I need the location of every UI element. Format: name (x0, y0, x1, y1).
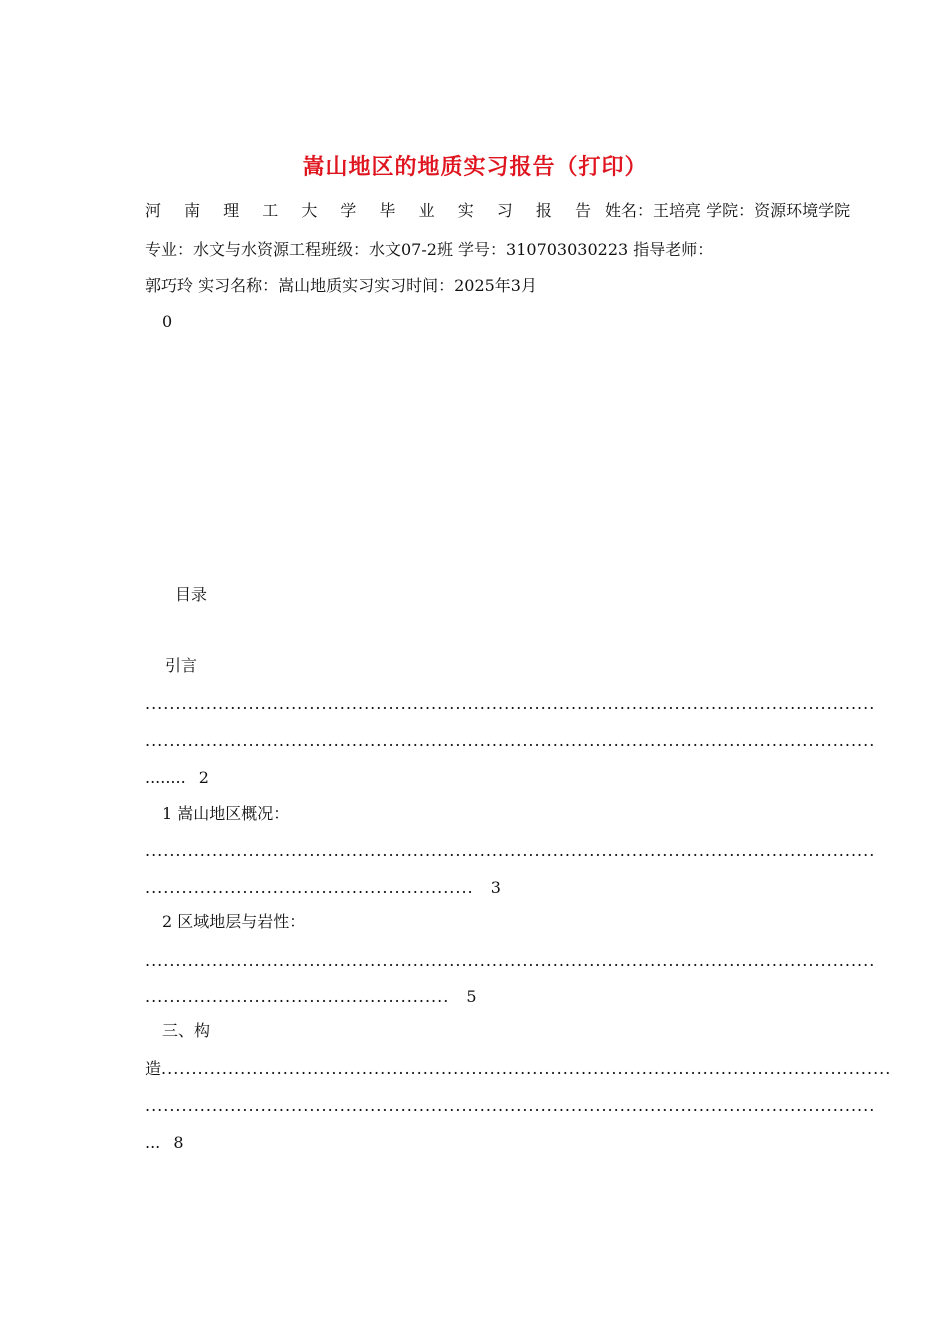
toc-page-number: 5 (466, 987, 477, 1006)
toc-entry-label: 2 区域地层与岩性： (162, 912, 306, 931)
toc-dot-tail: ...................................................... (145, 878, 474, 897)
header-line-2: 专业：水文与水资源工程班级：水文07-2班 学号：310703030223 指导老师： (145, 240, 714, 259)
toc-entry-tail (145, 1133, 184, 1153)
toc-page-number: 2 (198, 768, 209, 787)
toc-heading: 目录 (175, 585, 208, 604)
toc-dot-leader: ........................................................................................................................ (145, 731, 876, 750)
page-title: 嵩山地区的地质实习报告（打印） (302, 154, 648, 180)
school-report-label: 河 南 理 工 大 学 毕 业 实 习 报 告 (145, 201, 600, 220)
toc-page-number: 8 (173, 1133, 184, 1152)
toc-page-number: 3 (490, 878, 501, 897)
toc-entry-tail (145, 768, 209, 788)
toc-entry-tail (145, 878, 501, 898)
toc-dot-tail: .................................................. (145, 987, 450, 1006)
toc-dot-tail: ........ (145, 768, 186, 787)
toc-entry-label: 引言 (165, 656, 198, 675)
toc-dot-leader: ........................................................................................................................ (145, 694, 876, 713)
toc-entry-lead: 造 (145, 1059, 162, 1078)
header-line-4: 0 (162, 312, 173, 331)
toc-dot-leader: ........................................................................................................................ (161, 1059, 892, 1078)
toc-dot-leader: ........................................................................................................................ (145, 841, 876, 860)
toc-entry-label: 三、构 (162, 1021, 211, 1040)
header-line-1 (145, 201, 850, 221)
toc-entry-lead-line (145, 1059, 892, 1079)
name-college-text: 姓名：王培亮 学院：资源环境学院 (605, 201, 851, 220)
toc-entry-tail (145, 987, 477, 1007)
toc-dot-leader: ........................................................................................................................ (145, 951, 876, 970)
header-line-3: 郭巧玲 实习名称：嵩山地质实习实习时间：2025年3月 (145, 276, 537, 295)
toc-dot-tail: ... (145, 1133, 161, 1152)
toc-dot-leader: ........................................................................................................................ (145, 1096, 876, 1115)
toc-entry-label: 1 嵩山地区概况： (162, 804, 290, 823)
